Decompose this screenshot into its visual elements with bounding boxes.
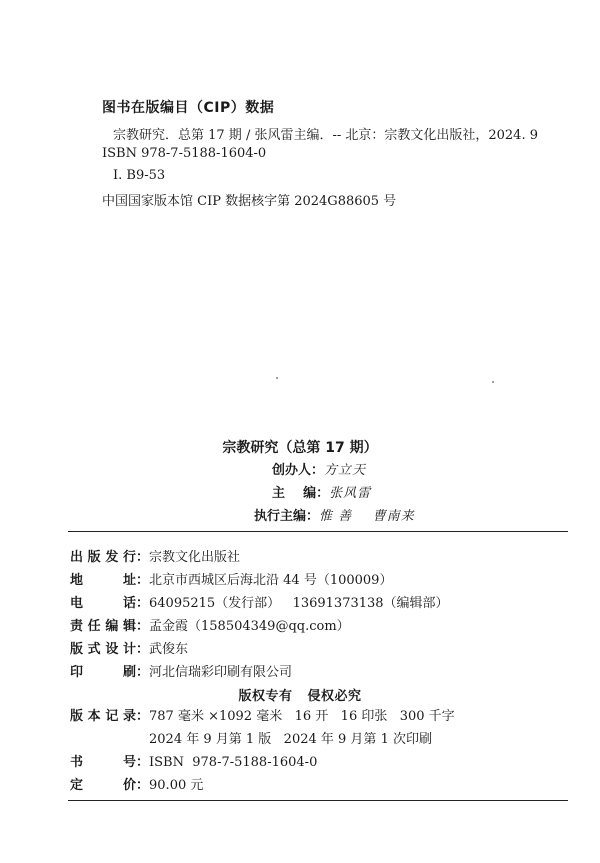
magazine-title: 宗教研究（总第 17 期） (222, 440, 378, 456)
editor-label: 责任编辑 (70, 619, 136, 634)
printer-label: 印刷 (70, 665, 136, 680)
rights-notice: 版权专有 侵权必究 (238, 689, 362, 704)
label-colon: ： (136, 573, 150, 588)
isbn-label: 书号 (70, 755, 136, 770)
cip-record-number-line: 中国国家版本馆 CIP 数据核字第 2024G88605 号 (102, 194, 397, 209)
credit-label: 执行主编： (254, 509, 320, 524)
publisher-row (70, 548, 240, 568)
printer-row (70, 663, 292, 683)
credit-label: 创办人： (272, 463, 325, 478)
top-divider (68, 531, 568, 532)
label-colon: ： (136, 665, 150, 680)
editor-row (70, 617, 350, 637)
price-value: 90.00 元 (149, 778, 204, 793)
isbn-value: ISBN 978-7-5188-1604-0 (149, 755, 318, 770)
address-row (70, 571, 392, 591)
bottom-divider (68, 800, 568, 801)
price-label: 定价 (70, 778, 136, 793)
credit-founder (272, 459, 366, 478)
label-colon: ： (136, 755, 150, 770)
design-row (70, 640, 188, 660)
printer-value: 河北信瑞彩印刷有限公司 (149, 665, 293, 680)
cip-bibliographic-line: 宗教研究．总第 17 期 / 张风雷主编．-- 北京：宗教文化出版社，2024. 9 (113, 128, 538, 143)
address-label: 地址 (70, 573, 136, 588)
label-colon: ： (136, 619, 150, 634)
design-value: 武俊东 (149, 642, 189, 657)
credit-value: 惟 善 曹南来 (319, 509, 415, 524)
scan-speck (492, 381, 494, 383)
editor-value: 孟金霞（158504349@qq.com） (149, 619, 350, 634)
scan-speck (276, 377, 278, 379)
label-colon: ： (136, 596, 150, 611)
cip-title: 图书在版编目（CIP）数据 (102, 100, 275, 116)
credit-value: 张风雷 (329, 486, 372, 501)
address-value: 北京市西城区后海北沿 44 号（100009） (149, 573, 393, 588)
edition-date-value: 2024 年 9 月第 1 版 2024 年 9 月第 1 次印刷 (149, 732, 432, 747)
price-row (70, 776, 203, 796)
credit-executive-editor (254, 505, 415, 524)
credit-chief-editor (272, 482, 371, 501)
label-colon: ： (136, 778, 150, 793)
credit-value: 方立天 (324, 463, 367, 478)
design-label: 版式设计 (70, 642, 136, 657)
phone-label: 电话 (70, 596, 136, 611)
label-colon: ： (136, 709, 150, 724)
phone-row (70, 594, 449, 614)
edition-format-value: 787 毫米 ×1092 毫米 16 开 16 印张 300 千字 (149, 709, 455, 724)
edition-row (70, 707, 455, 727)
edition-label: 版本记录 (70, 709, 136, 724)
label-colon: ： (136, 550, 150, 565)
publisher-value: 宗教文化出版社 (149, 550, 241, 565)
cip-isbn-line: ISBN 978-7-5188-1604-0 (102, 146, 267, 161)
label-colon: ： (136, 642, 150, 657)
cip-classification-line: Ⅰ. B9-53 (113, 168, 166, 183)
isbn-row (70, 753, 317, 773)
credit-label: 主 编： (272, 486, 330, 501)
publisher-label: 出版发行 (70, 550, 136, 565)
phone-value: 64095215（发行部） 13691373138（编辑部） (149, 596, 449, 611)
